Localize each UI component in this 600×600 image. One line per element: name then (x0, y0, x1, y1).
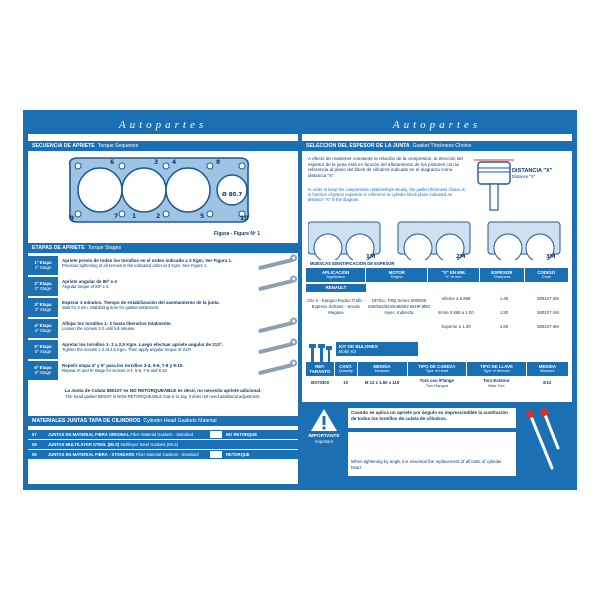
stage-row-5 (28, 340, 298, 359)
marks-caption: MUESCAS IDENTIFICACION DE ESPESOR (310, 261, 395, 266)
bolt-number-3: 3 (154, 159, 159, 166)
header-qty: CANT. Quantity (334, 362, 357, 376)
selection-intro-en: In order to keep the compression relationships steady, the gasket thickness choice is in function of piston exposure in reference to cylinder block plane indicated as distance "X" in the diagram. (308, 187, 465, 203)
bore-diameter-label: Ø 80.7 (222, 192, 243, 198)
mark-label-2m: 2M (456, 254, 466, 260)
stage-row-2 (28, 277, 298, 296)
stage-row-6 (28, 361, 298, 380)
table-row: Superior a 1.00 1.60 580107-3M (441, 324, 559, 329)
bolts-table (306, 362, 568, 390)
warning-text-en: When tightening by angle it is essential the replacement of all bolts of cylinder head. (348, 432, 516, 476)
header-code: CODIGO Code (524, 268, 568, 282)
warning-text-es: Cuando se aplica un apriete por ángulo es imprescindible la sustitución de todos los tornillos de culata de cilindros. (348, 408, 516, 428)
stage-text: Apriete angular de 80º ± 4 Angular torque of 80º ± 4 (62, 279, 117, 289)
mark-label-3m: 3M (546, 254, 556, 260)
bolt-number-5: 5 (200, 213, 205, 220)
warning-icon (310, 408, 338, 432)
important-label: IMPORTANTE Important (308, 434, 340, 444)
selection-subtitle: Gasket Thickness Choice (412, 143, 472, 149)
important-section (302, 402, 572, 484)
header-engine: MOTOR Engine (366, 268, 428, 282)
catalog-sheet (23, 110, 577, 490)
bolts-kit-title: KIT DE BULONES Bolts Kit (306, 342, 568, 352)
selection-intro: A efecto de mantener constante la relación de la compresión, la elección del espesor de la junta está en función del afloramiento de los pistones con la referencia al plano del block de cilindros indicado en el diagrama como distancia "X". (308, 156, 464, 178)
stage-text: Apretar los tornillos 1- 2 a 2,5 Kgm. Luego efectuar apriete angular de 213º. Tighten the screws 1-2 at 2,5 Kgm. Then apply angular torque of 213º. (62, 342, 223, 352)
stage-label: 6º Etapa 6º Stage (28, 361, 58, 380)
bolt-number-1: 1 (132, 213, 137, 220)
stage-label: 3º Etapa 3º Stage (28, 298, 58, 317)
header-measure: MEDIDA Measure (357, 362, 407, 376)
header-x-mm: "X" EN MM. "X" in mm. (428, 268, 480, 282)
bolts-icon (306, 342, 334, 364)
stage-text: Repetir etapa 4º y 5º para los tornillos 3-4, 5-6, 7-8 y 9-10. Repeat 4º and 5º stage for screws 3-4, 5-6, 7-8 and 9,10 (62, 363, 184, 373)
stage-text: Esperar 3 minutos. Tiempo de estabilización del asentamiento de la junta. Wait for 3 min. Stabilizing time for gasket settlement. (62, 300, 220, 310)
bolt-measure: M 12 x 1.50 x 119 (364, 380, 400, 385)
materials-subtitle: Cylinder Head Gaskets Material (143, 418, 217, 424)
left-panel (28, 116, 298, 484)
bolt-number-2: 2 (156, 213, 161, 220)
bolt-number-8: 8 (216, 159, 221, 166)
bolt-number-4: 4 (172, 159, 177, 166)
bolt-number-7: 7 (114, 213, 119, 220)
header-thickness: ESPESOR Thickness (480, 268, 524, 282)
table-row: Entre 0.868 a 1.00 1.50 580107-1M (438, 310, 559, 315)
torque-sequence-band (28, 141, 298, 151)
bolt-qty: 10 (343, 380, 349, 385)
table-row: Inferior a 0.868 1.45 580107-2M (441, 296, 559, 301)
bolt-wrench-size: E14 (543, 380, 551, 385)
mark-label-1m: 1M (366, 254, 376, 260)
materials-band (28, 416, 298, 426)
header-wrench-measure: MEDIDA Measure (526, 362, 568, 376)
distance-label: DISTANCIA "X" Distance "X" (512, 168, 553, 179)
thickness-marks-diagram (308, 218, 566, 260)
header-wrench-type: TIPO DE LLAVE Type of Wrench (467, 362, 527, 376)
torque-sequence-title: SECUENCIA DE APRIETE (32, 143, 95, 149)
stage-label: 1º Etapa 1º Stage (28, 256, 58, 275)
selection-title: SELECCION DEL ESPESOR DE LA JUNTA (306, 143, 410, 149)
application-cell: Clio II - Kangoo Rodeo Trafic - Express Safrane - Scenic Megane (307, 298, 365, 315)
selection-band (302, 141, 572, 151)
figure-label: Figura - Figure Nº 1 (214, 231, 260, 237)
brand-header-right: Autopartes (302, 116, 572, 134)
screwdriver-icon (522, 408, 566, 476)
header-application: APLICACION Application (306, 268, 366, 282)
make-cell: RENAULT (306, 284, 366, 292)
bolt-wrench: Torx Exterior Male Torx (483, 378, 510, 388)
stage-label: 2º Etapa 2º Stage (28, 277, 58, 296)
brand-header: Autopartes (28, 116, 298, 134)
materials-title: MATERIALES JUNTAS TAPA DE CILINDROS (32, 418, 141, 424)
piston-icon (474, 154, 514, 214)
torque-sequence-subtitle: Torque Sequence (97, 143, 139, 149)
bolt-number-6: 6 (110, 159, 115, 166)
stage-text: Aflojar los tornillos 1- 2 hasta liberarlos totalmente. Loosen the screws 1-2 until full release. (62, 321, 172, 331)
stage-label: 4º Etapa 4º Stage (28, 319, 58, 338)
bolt-number-10: 10 (240, 215, 249, 222)
right-panel (302, 116, 572, 484)
stage-row-3 (28, 298, 298, 317)
no-retorque-icon (210, 431, 222, 438)
bolt-number-9: 9 (70, 215, 75, 222)
stages-band (28, 243, 298, 253)
bolt-ref: BS70300 (311, 380, 330, 385)
gasket-drawing (64, 154, 254, 226)
thickness-rows (430, 296, 568, 338)
retorque-note: La Junta de Culata 580107 es NO RETORQUEABLE es decir, no necesita apriete adicional. The head gasket 580107 is NON-RETORQUEABLE that is to say, it does not need additional adjustment. (64, 388, 262, 399)
material-row-2: 09 JUNTAS MULTILAYER STEEL (MLS) Multilayer Steel Gaskets (MLS) (28, 440, 298, 449)
thickness-table (306, 268, 568, 282)
stages-subtitle: Torque Stages (87, 245, 122, 251)
bolt-head: Torx con /Flange Torx Flanged (419, 378, 454, 388)
retorque-icon (210, 451, 222, 458)
stages-title: ETAPAS DE APRIETE (32, 245, 85, 251)
stage-label: 5º Etapa 5º Stage (28, 340, 58, 359)
stage-row-1 (28, 256, 298, 275)
header-head-type: TIPO DE CABEZA Type of Head (407, 362, 467, 376)
material-row-3: 05 JUNTAS EN MATERIAL FIBRA - STANDARD Fiber Material Gaskets - Standard RETORQUE (28, 450, 298, 459)
material-row-1: 07 JUNTAS EN MATERIAL FIBRA ORIGINAL Fiber Material Gaskets - Standard NO RETORQUE (28, 430, 298, 439)
stage-text: Apriete previo de todos los tornillos en el orden indicado a 3 Kgm. Ver Figura 1. Previous tightening of all screws in the indicated order at 3 Kgm. See Figure 1. (62, 258, 233, 268)
engine-cell: 1870cc. F8Q Series 600/606 630/632/644/648/662 65HP Ø80 Inyec. Indirecta (368, 298, 430, 315)
stage-row-4 (28, 319, 298, 338)
header-ref: REF. TARANTO (306, 362, 334, 376)
